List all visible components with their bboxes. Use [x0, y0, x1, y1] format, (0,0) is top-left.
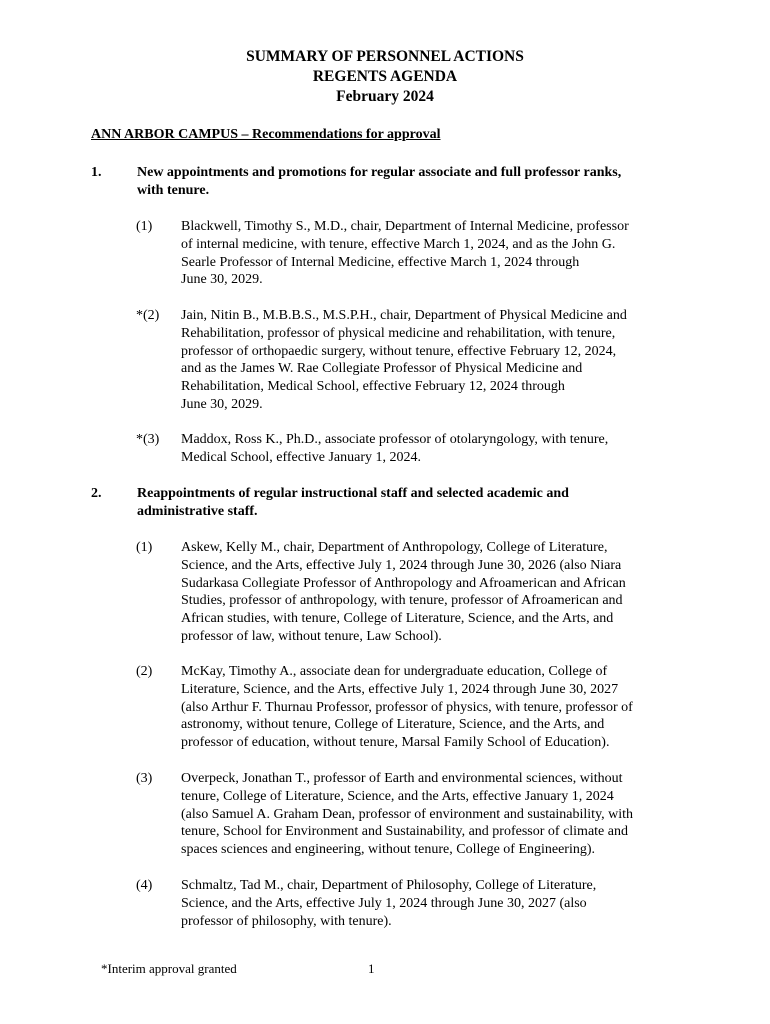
entry-line: of internal medicine, with tenure, effective March 1, 2024, and as the John G.: [181, 236, 616, 252]
entry-line: Schmaltz, Tad M., chair, Department of Philosophy, College of Literature,: [181, 878, 597, 893]
entry-marker: (1): [136, 219, 153, 234]
title-line-2: REGENTS AGENDA: [312, 68, 458, 85]
section-number: 1.: [91, 165, 102, 180]
entry-line: tenure, College of Literature, Science, and the Arts, effective January 1, 2024: [181, 788, 614, 804]
entry-line: Studies, professor of anthropology, with tenure, professor of Afroamerican and: [181, 593, 623, 609]
section-heading-line: administrative staff.: [137, 504, 258, 519]
entry-line: professor of law, without tenure, Law School).: [181, 628, 442, 644]
entry-line: Rehabilitation, Medical School, effective February 12, 2024 through: [181, 379, 565, 395]
entry-line: tenure, School for Environment and Sustainability, and professor of climate and: [181, 824, 628, 840]
section-heading-line: Reappointments of regular instructional staff and selected academic and: [137, 486, 569, 501]
entry-line: Blackwell, Timothy S., M.D., chair, Department of Internal Medicine, professor: [181, 219, 629, 234]
entry-marker: (4): [136, 878, 153, 893]
section-heading-line: New appointments and promotions for regular associate and full professor ranks,: [137, 165, 622, 180]
entry-line: Sudarkasa Collegiate Professor of Anthropology and Afroamerican and African: [181, 575, 626, 591]
entry-line: Jain, Nitin B., M.B.B.S., M.S.P.H., chair, Department of Physical Medicine and: [181, 308, 627, 323]
footnote: *Interim approval granted: [101, 961, 237, 976]
entry-line: professor of orthopaedic surgery, without tenure, effective February 12, 2024,: [181, 343, 617, 359]
entry-marker: (2): [136, 664, 153, 679]
entry-text: [181, 539, 681, 646]
entry-text: [181, 770, 681, 859]
entry-text: [181, 307, 681, 414]
section-number: 2.: [91, 486, 102, 501]
section-heading-text: [137, 485, 677, 521]
title-line-1: SUMMARY OF PERSONNEL ACTIONS: [246, 48, 524, 65]
entry-line: June 30, 2029.: [181, 396, 263, 412]
entry-text: [181, 218, 681, 289]
entry-line: professor of education, without tenure, Marsal Family School of Education).: [181, 735, 610, 751]
entry-line: McKay, Timothy A., associate dean for undergraduate education, College of: [181, 664, 608, 679]
entry-line: Medical School, effective January 1, 2024.: [181, 449, 422, 465]
entry-line: Rehabilitation, professor of physical medicine and rehabilitation, with tenure,: [181, 325, 616, 341]
section-heading-line: with tenure.: [137, 183, 210, 198]
entry-marker: (3): [136, 771, 153, 786]
entry-line: June 30, 2029.: [181, 272, 263, 288]
entry-text: [181, 663, 681, 752]
entry-marker: *(2): [136, 308, 160, 323]
entry-line: astronomy, without tenure, College of Literature, Science, and the Arts, and: [181, 717, 605, 733]
entry-line: Literature, Science, and the Arts, effective July 1, 2024 through June 30, 2027: [181, 681, 619, 697]
entry-line: Searle Professor of Internal Medicine, effective March 1, 2024 through: [181, 254, 580, 270]
entry-text: [181, 877, 681, 930]
entry-line: Science, and the Arts, effective July 1, 2024 through June 30, 2026 (also Niara: [181, 557, 622, 573]
entry-line: spaces sciences and engineering, without tenure, College of Engineering).: [181, 842, 596, 858]
entry-line: (also Arthur F. Thurnau Professor, professor of physics, with tenure, professor of: [181, 699, 633, 715]
entry-line: and as the James W. Rae Collegiate Professor of Physical Medicine and: [181, 361, 583, 377]
document-title: [0, 47, 770, 107]
entry-line: (also Samuel A. Graham Dean, professor of environment and sustainability, with: [181, 806, 634, 822]
entry-line: Overpeck, Jonathan T., professor of Earth and environmental sciences, without: [181, 771, 623, 786]
entry-line: Askew, Kelly M., chair, Department of Anthropology, College of Literature,: [181, 540, 608, 555]
campus-heading: ANN ARBOR CAMPUS – Recommendations for approval: [91, 127, 441, 142]
page-number: 1: [368, 961, 375, 976]
entry-line: African studies, with tenure, College of Literature, Science, and the Arts, and: [181, 611, 614, 627]
entry-marker: *(3): [136, 432, 160, 447]
entry-line: Science, and the Arts, effective July 1, 2024 through June 30, 2027 (also: [181, 895, 587, 911]
entry-line: Maddox, Ross K., Ph.D., associate professor of otolaryngology, with tenure,: [181, 432, 609, 447]
title-line-3: February 2024: [336, 88, 434, 105]
section-heading-text: [137, 164, 677, 200]
entry-text: [181, 431, 681, 467]
entry-marker: (1): [136, 540, 153, 555]
entry-line: professor of philosophy, with tenure).: [181, 913, 392, 929]
